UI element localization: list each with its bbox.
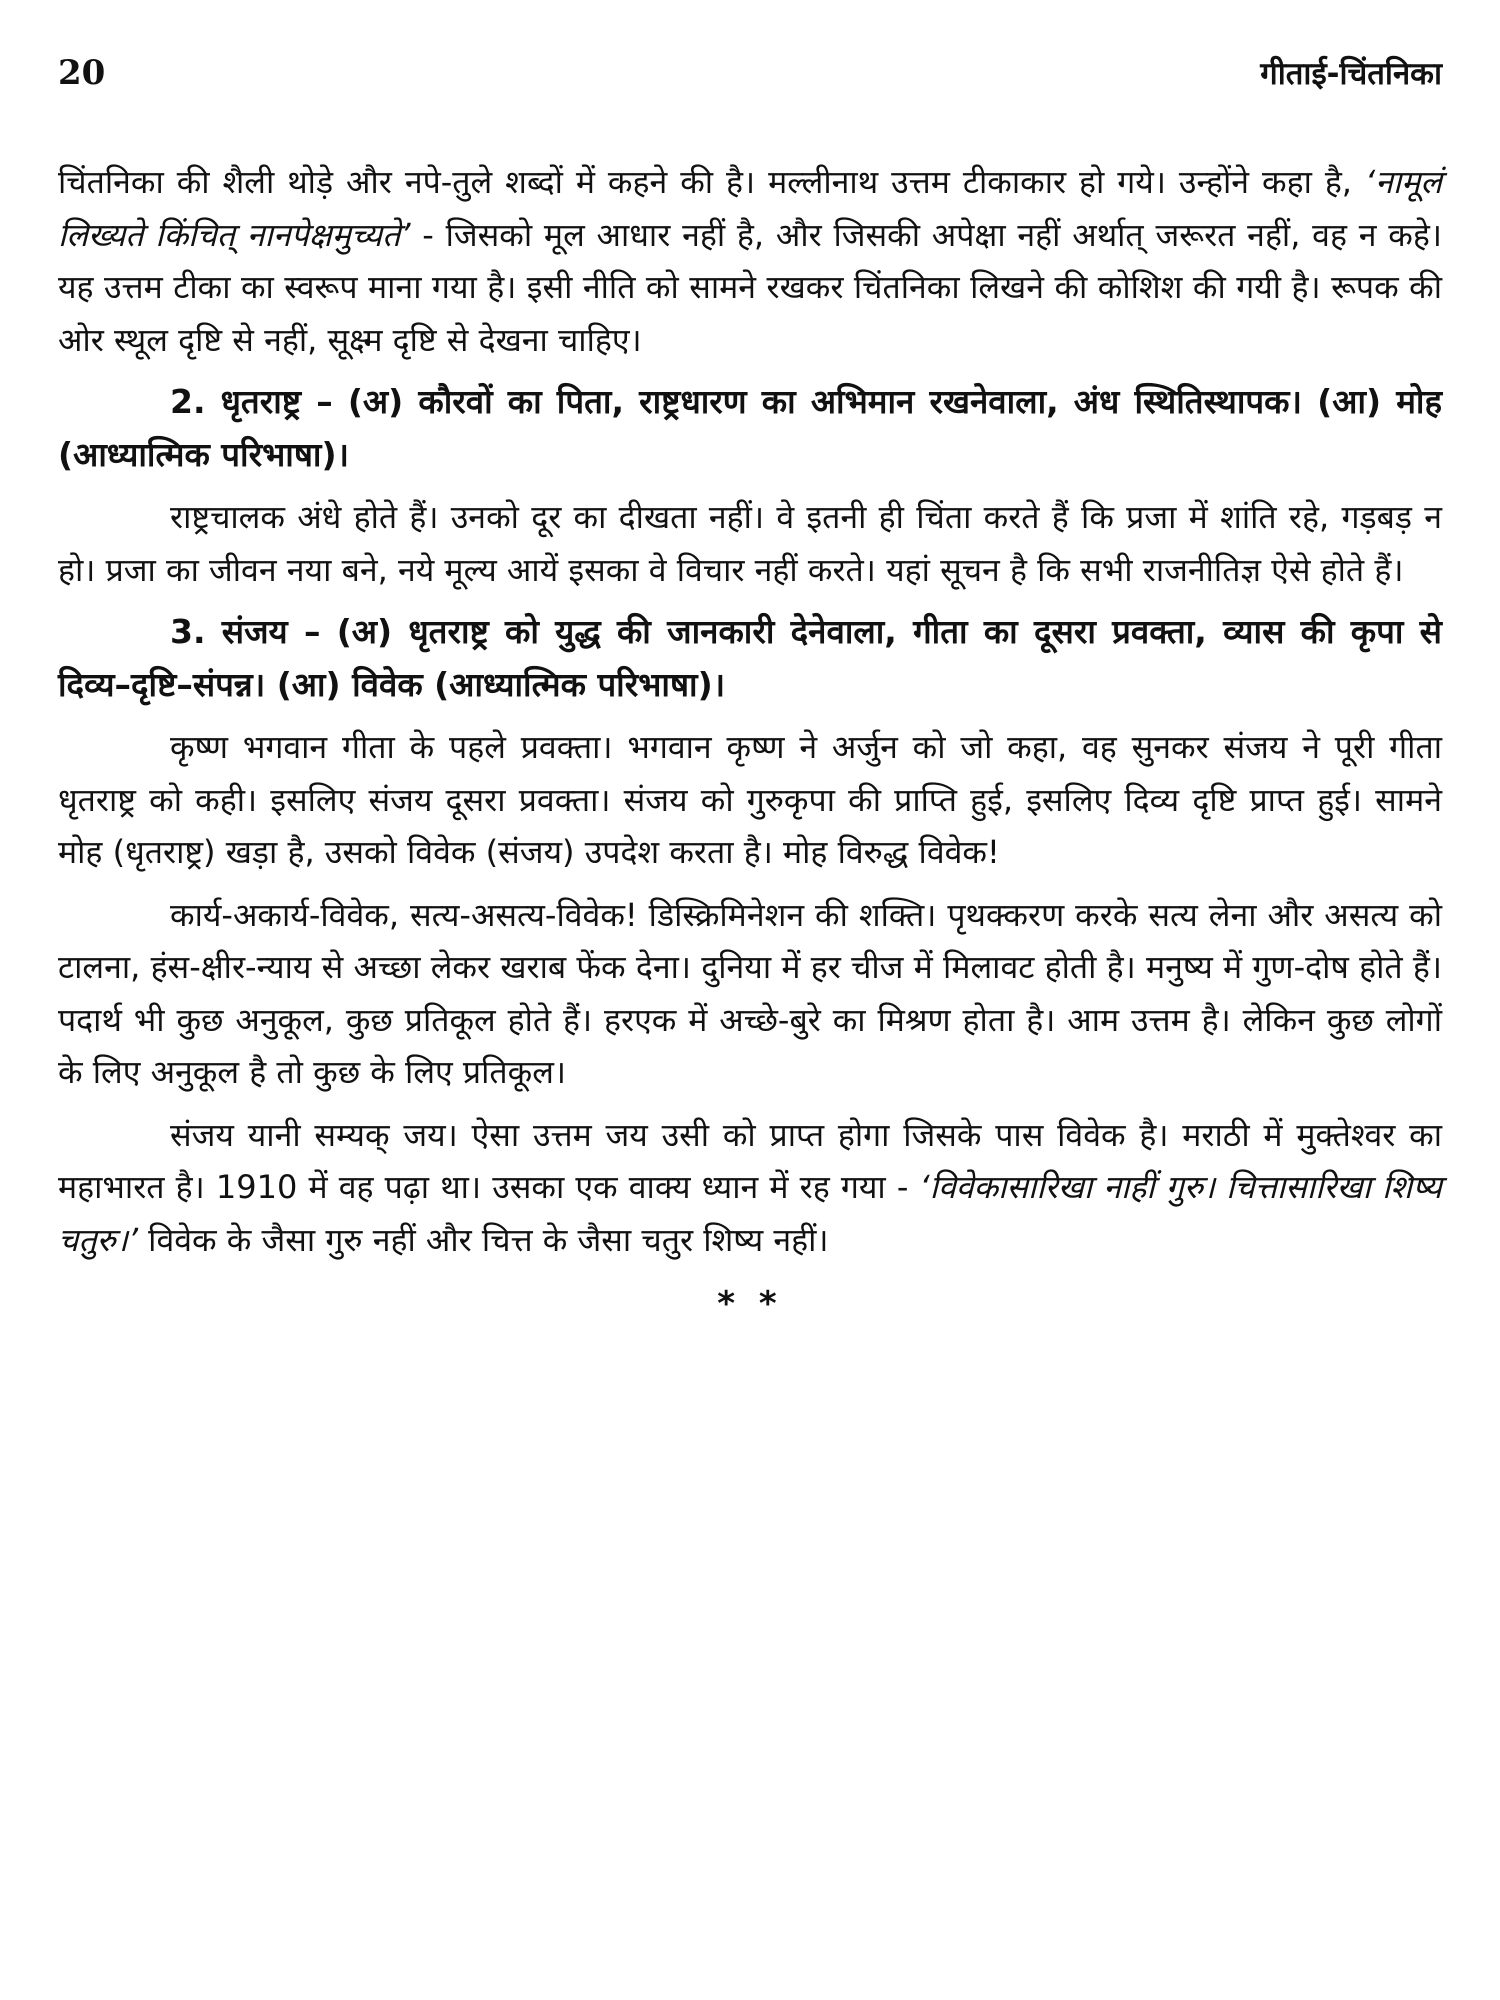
- paragraph-discrimination: कार्य-अकार्य-विवेक, सत्य-असत्य-विवेक! डिस्क्रिमिनेशन की शक्ति। पृथक्करण करके सत्य लेना और असत्य को टालना, हंस-क्षीर-न्याय से अच्छा लेकर खराब फेंक देना। दुनिया में हर चीज में मिलावट होती है। मनुष्य में गुण-दोष होते हैं। पदार्थ भी कुछ अनुकूल, कुछ प्रतिकूल होते हैं। हरएक में अच्छे-बुरे का मिश्रण होता है। आम उत्तम है। लेकिन कुछ लोगों के लिए अनुकूल है तो कुछ के लिए प्रतिकूल।: [58, 895, 1442, 1091]
- sanskrit-quote: ‘नामूलं लिख्यते किंचित् नानपेक्षमुच्यते’: [58, 163, 1442, 254]
- paragraph-intro: [58, 156, 1442, 366]
- section-heading-dhritarashtra: 2. धृतराष्ट्र – (अ) कौरवों का पिता, राष्ट्रधारण का अभिमान रखनेवाला, अंध स्थितिस्थापक। (आ) मोह (आध्यात्मिक परिभाषा)।: [58, 382, 1442, 474]
- page-header: [58, 52, 1442, 112]
- paragraph-text: चिंतनिका की शैली थोड़े और नपे-तुले शब्दों में कहने की है। मल्लीनाथ उत्तम टीकाकार हो गये। उन्होंने कहा है,: [58, 163, 1365, 201]
- paragraph-text: - जिसको मूल आधार नहीं है, और जिसकी अपेक्षा नहीं अर्थात् जरूरत नहीं, वह न कहे। यह उत्तम टीका का स्वरूप माना गया है। इसी नीति को सामने रखकर चिंतनिका लिखने की कोशिश की गयी है। रूपक की ओर स्थूल दृष्टि से नहीं, सूक्ष्म दृष्टि से देखना चाहिए।: [58, 215, 1442, 359]
- section-heading-sanjay: 3. संजय – (अ) धृतराष्ट्र को युद्ध की जानकारी देनेवाला, गीता का दूसरा प्रवक्ता, व्यास की कृपा से दिव्य–दृष्टि–संपन्न। (आ) विवेक (आध्यात्मिक परिभाषा)।: [58, 612, 1442, 704]
- paragraph-sanjay-speaker: कृष्ण भगवान गीता के पहले प्रवक्ता। भगवान कृष्ण ने अर्जुन को जो कहा, वह सुनकर संजय ने पूरी गीता धृतराष्ट्र को कही। इसलिए संजय दूसरा प्रवक्ता। संजय को गुरुकृपा की प्राप्ति हुई, इसलिए दिव्य दृष्टि प्राप्त हुई। सामने मोह (धृतराष्ट्र) खड़ा है, उसको विवेक (संजय) उपदेश करता है। मोह विरुद्ध विवेक!: [58, 728, 1442, 871]
- section-end-ornament: * *: [717, 1284, 783, 1324]
- running-title: गीताई-चिंतनिका: [1260, 56, 1442, 92]
- marathi-quote: ‘विवेकासारिखा नाहीं गुरु। चित्तासारिखा शिष्य चतुरु।’: [58, 1168, 1442, 1259]
- book-page: [58, 52, 1442, 1952]
- paragraph-sanjay-meaning: [58, 1109, 1442, 1267]
- paragraph-text: विवेक के जैसा गुरु नहीं और चित्त के जैसा चतुर शिष्य नहीं।: [138, 1220, 829, 1259]
- paragraph-text: संजय यानी सम्यक् जय। ऐसा उत्तम जय उसी को प्राप्त होगा जिसके पास विवेक है। मराठी में मुक्तेश्वर का महाभारत है। 1910 में वह पढ़ा था। उसका एक वाक्य ध्यान में रह गया -: [58, 1115, 1442, 1206]
- page-number: 20: [58, 53, 106, 93]
- paragraph-dhritarashtra: राष्ट्रचालक अंधे होते हैं। उनको दूर का दीखता नहीं। वे इतनी ही चिंता करते हैं कि प्रजा में शांति रहे, गड़बड़ न हो। प्रजा का जीवन नया बने, नये मूल्य आयें इसका वे विचार नहीं करते। यहां सूचन है कि सभी राजनीतिज्ञ ऐसे होते हैं।: [58, 498, 1442, 589]
